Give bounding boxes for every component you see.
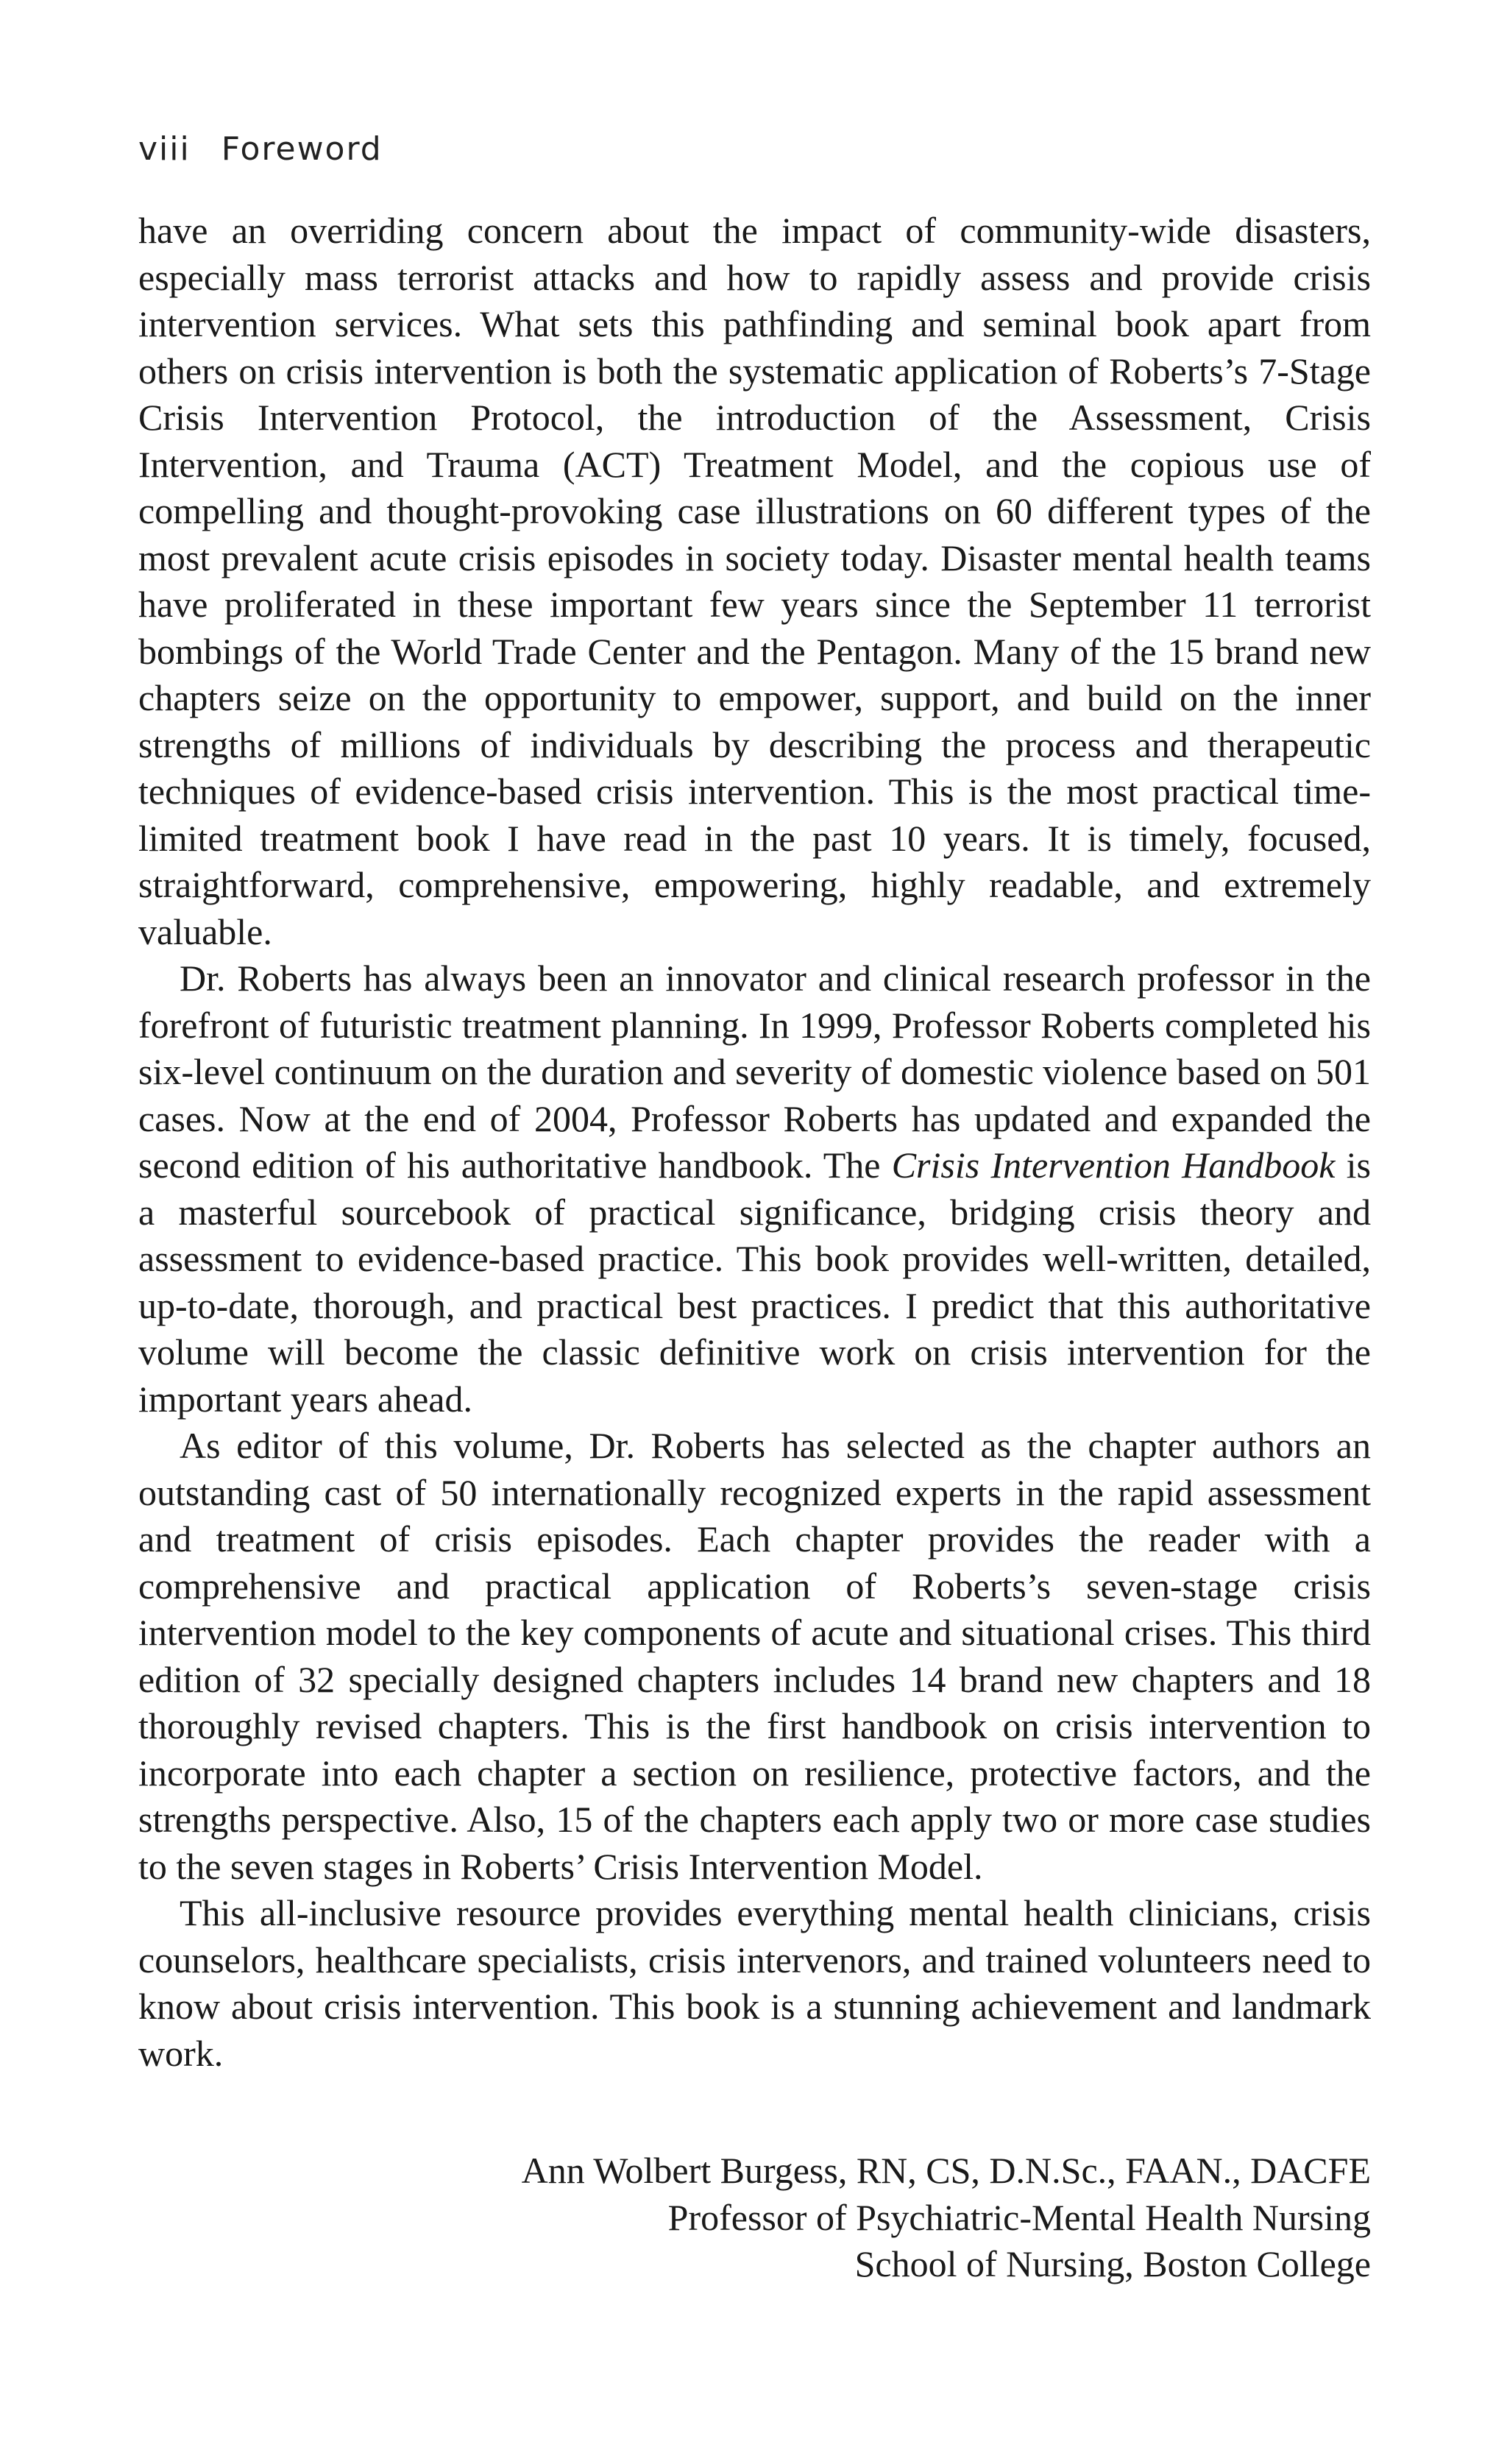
paragraph-1: have an overriding concern about the impact of community-wide disasters, especially mass terrorist attacks and how to rapidly assess and provide crisis intervention services. What sets this pathfinding and seminal book apart from others on crisis intervention is both the systematic application of Roberts’s 7-Stage Crisis Intervention Protocol, the introduction of the Assessment, Crisis Intervention, and Trauma (ACT) Treatment Model, and the copious use of compelling and thought-provoking case illustrations on 60 different types of the most prevalent acute crisis episodes in society today. Disaster mental health teams have proliferated in these important few years since the September 11 terrorist bombings of the World Trade Center and the Pentagon. Many of the 15 brand new chapters seize on the opportunity to empower, support, and build on the inner strengths of millions of individuals by describing the process and therapeutic techniques of evidence-based crisis intervention. This is the most practical time-limited treatment book I have read in the past 10 years. It is timely, focused, straightforward, comprehensive, empowering, highly readable, and extremely valuable. (138, 210, 1371, 952)
paragraph-2-text-end: is a masterful sourcebook of practical significance, bridging crisis theory and assessment to evidence-based practice. This book provides well-written, detailed, up-to-date, thorough, and practical best practices. I predict that this authoritative volume will become the classic definitive work on crisis intervention for the important years ahead. (138, 1144, 1371, 1420)
paragraph-4: This all-inclusive resource provides everything mental health clinicians, crisis counselors, healthcare specialists, crisis intervenors, and trained volunteers need to know about crisis intervention. This book is a stunning achievement and landmark work. (138, 1892, 1371, 2074)
book-title-italic: Crisis Intervention Handbook (891, 1144, 1336, 1186)
signature-name: Ann Wolbert Burgess, RN, CS, D.N.Sc., FAAN., DACFE (521, 2150, 1371, 2191)
running-head (138, 124, 1371, 175)
paragraph-2-text-start: Dr. Roberts has always been an innovator and clinical research professor in the forefront of futuristic treatment planning. In 1999, Professor Roberts completed his six-level continuum on the duration and severity of domestic violence based on 501 cases. Now at the end of 2004, Professor Roberts has updated and expanded the second edition of his authoritative handbook. The (138, 957, 1371, 1186)
signature-affiliation: School of Nursing, Boston College (854, 2243, 1371, 2284)
page-number: viii (138, 130, 191, 168)
paragraph-2 (138, 955, 1371, 1423)
book-page (138, 124, 1371, 2288)
signature-block (138, 2148, 1371, 2288)
foreword-body (138, 208, 1371, 2077)
signature-title: Professor of Psychiatric-Mental Health Nursing (667, 2196, 1371, 2238)
section-title: Foreword (221, 130, 383, 168)
paragraph-3: As editor of this volume, Dr. Roberts has selected as the chapter authors an outstanding cast of 50 internationally recognized experts in the rapid assessment and treatment of crisis episodes. Each chapter provides the reader with a comprehensive and practical application of Roberts’s seven-stage crisis intervention model to the key components of acute and situational crises. This third edition of 32 specially designed chapters includes 14 brand new chapters and 18 thoroughly revised chapters. This is the first handbook on crisis intervention to incorporate into each chapter a section on resilience, protective factors, and the strengths perspective. Also, 15 of the chapters each apply two or more case studies to the seven stages in Roberts’ Crisis Intervention Model. (138, 1425, 1371, 1887)
